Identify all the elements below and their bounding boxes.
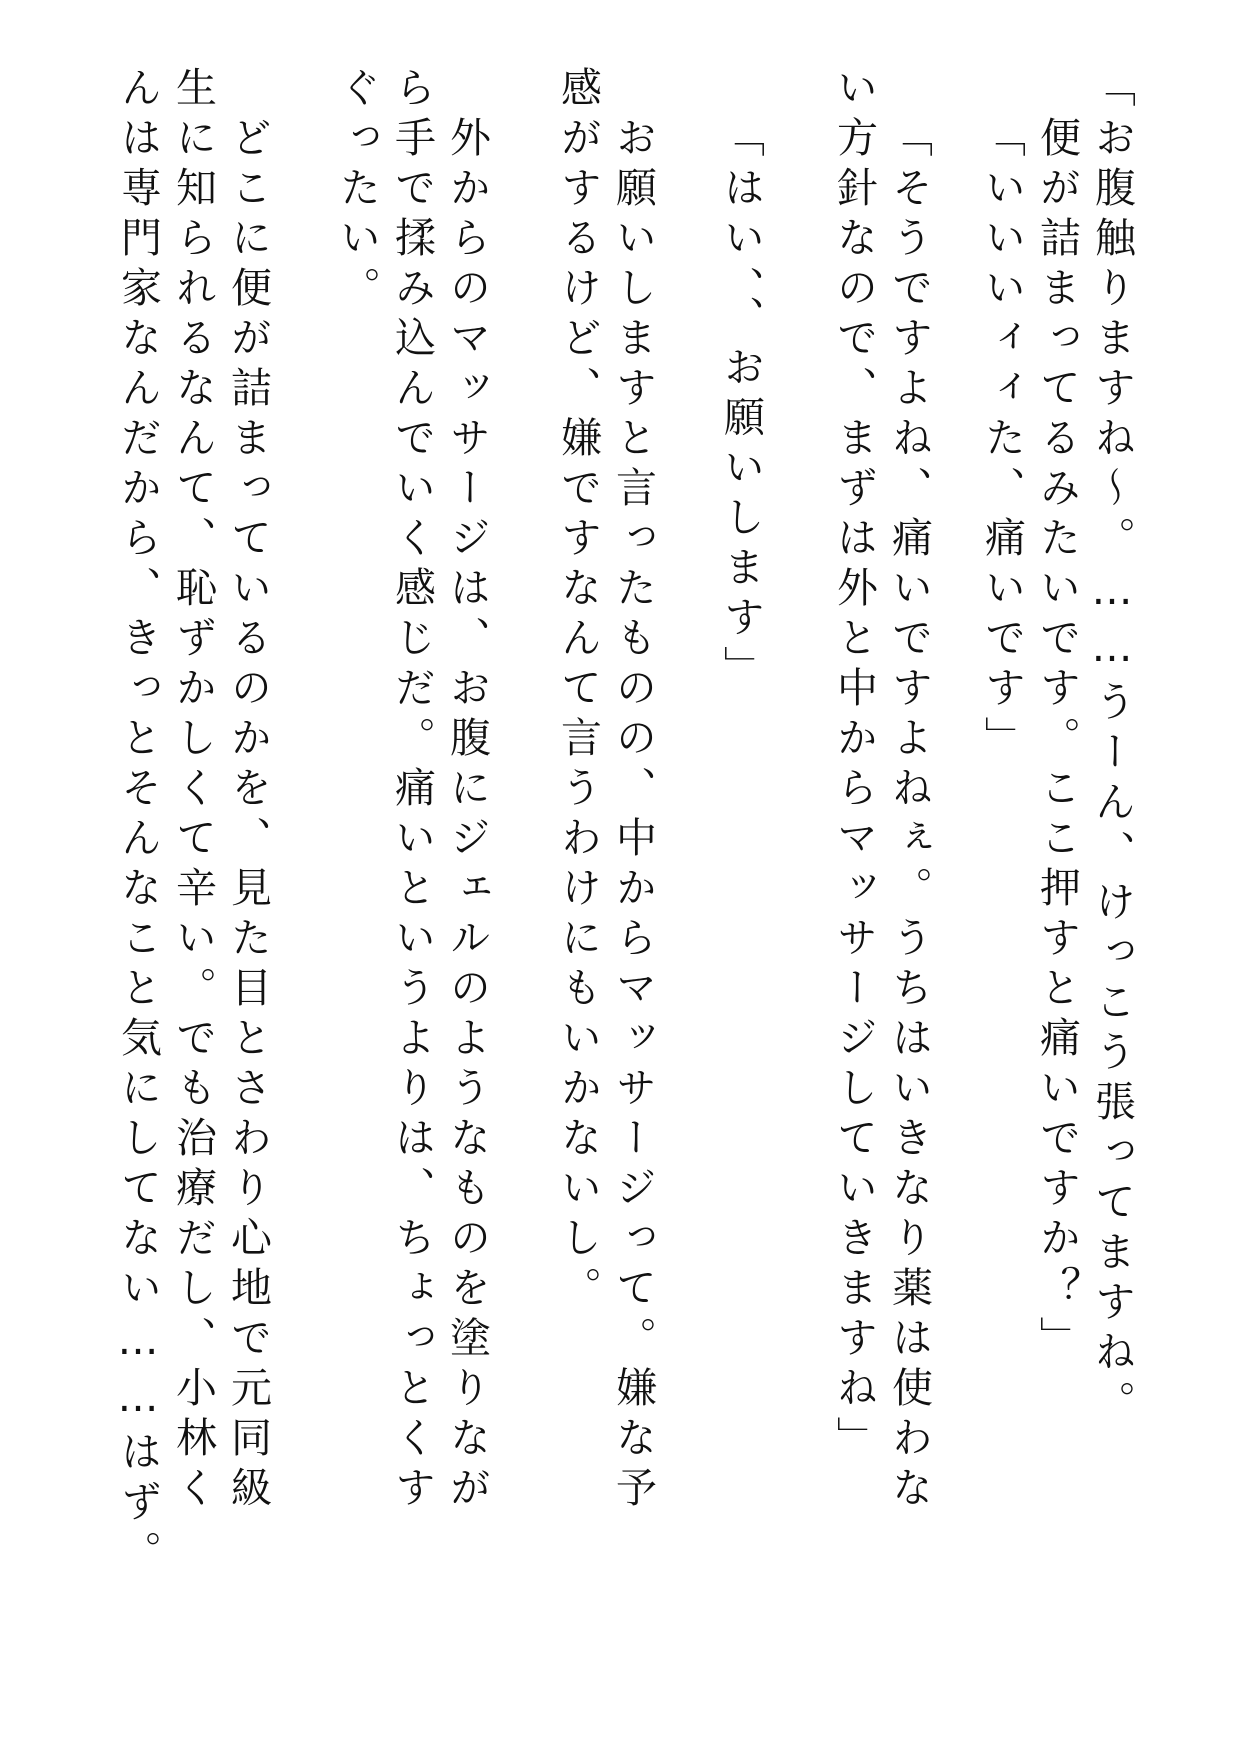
text-line-14: んは専門家なんだから、きっとそんなこと気にしてない……はず。 bbox=[114, 66, 162, 1580]
text-line-7: お願いしますと言ったものの、中からマッサージって。嫌な予 bbox=[609, 116, 657, 1516]
text-line-6: 「はい、、お願いします」 bbox=[717, 116, 765, 696]
text-line-13: 生に知られるなんて、恥ずかしくて辛い。でも治療だし、小林く bbox=[169, 66, 217, 1516]
text-line-12: どこに便が詰まっているのかを、見た目とさわり心地で元同級 bbox=[224, 116, 272, 1516]
text-line-10: ら手で揉み込んでいく感じだ。痛いというよりは、ちょっとくす bbox=[388, 66, 436, 1516]
text-line-4: 「そうですよね、痛いですよねぇ。うちはいきなり薬は使わな bbox=[885, 116, 933, 1516]
text-line-11: ぐったい。 bbox=[333, 66, 381, 316]
text-line-2: 便が詰まってるみたいです。ここ押すと痛いですか？」 bbox=[1033, 116, 1081, 1366]
text-line-9: 外からのマッサージは、お腹にジェルのようなものを塗りなが bbox=[443, 116, 491, 1516]
text-line-5: い方針なので、まずは外と中からマッサージしていきますね」 bbox=[830, 66, 878, 1466]
text-line-3: 「いいいィィた、痛いです」 bbox=[978, 116, 1026, 766]
text-line-1: 「お腹触りますね～。……うーん、けっこう張ってますね。 bbox=[1088, 66, 1136, 1430]
text-line-8: 感がするけど、嫌ですなんて言うわけにもいかないし。 bbox=[554, 66, 602, 1316]
